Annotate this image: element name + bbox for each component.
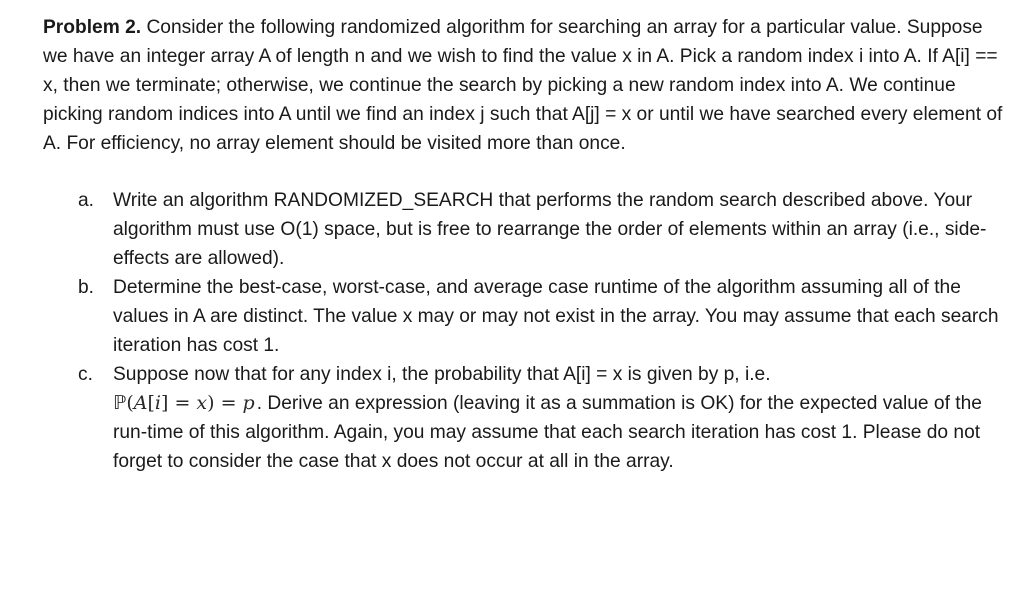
formula-equals-2: = bbox=[214, 392, 243, 414]
part-a-letter: a. bbox=[78, 190, 95, 211]
part-c-text-after: . Derive an expression (leaving it as a summation is OK) for the expected value of the run-time of this algorithm. Again, you may assume that each search iteration has cost 1. Please do not forget to consider the case that x does not occur at all in the array. bbox=[113, 393, 982, 472]
problem-statement bbox=[43, 13, 1003, 158]
part-b bbox=[43, 273, 1003, 360]
part-b-text: Determine the best-case, worst-case, and average case runtime of the algorithm assuming all of the values in A are distinct. The value x may or may not exist in the array. You may assume that each search iteration has cost 1. bbox=[113, 277, 999, 356]
part-c bbox=[43, 360, 1003, 476]
part-b-letter: b. bbox=[78, 277, 95, 298]
formula-open-paren: ( bbox=[126, 392, 134, 414]
formula-x-var: x bbox=[196, 392, 208, 414]
formula-equals-1: = bbox=[168, 392, 197, 414]
part-a-text: Write an algorithm RANDOMIZED_SEARCH that performs the random search described above. Your algorithm must use O(1) space, but is free to rearrange the order of elements within an array (i.e., side-effects are allowed). bbox=[113, 190, 987, 269]
probability-formula bbox=[113, 392, 255, 414]
formula-prob-symbol: ℙ bbox=[113, 392, 127, 414]
part-c-text: Suppose now that for any index i, the probability that A[i] = x is given by p, i.e. bbox=[113, 364, 771, 385]
formula-index-var: i bbox=[154, 392, 161, 414]
problem-text: Consider the following randomized algorithm for searching an array for a particular value. Suppose we have an integer array A of length n and we wish to find the value x in A. Pick a random index i into A. If A[i] == x, then we terminate; otherwise, we continue the search by picking a new random index into A. We continue picking random indices into A until we find an index j such that A[j] = x or until we have searched every element of A. For efficiency, no array element should be visited more than once. bbox=[43, 17, 1003, 154]
formula-index-close: ] bbox=[160, 392, 169, 414]
part-c-letter: c. bbox=[78, 364, 93, 385]
problem-label: Problem 2. bbox=[43, 17, 142, 38]
formula-close-paren: ) bbox=[207, 392, 215, 414]
formula-index-open: [ bbox=[147, 392, 155, 414]
formula-array-var: A bbox=[133, 392, 148, 414]
formula-p-var: p bbox=[242, 392, 255, 414]
problem-document bbox=[43, 13, 1003, 476]
problem-parts-list bbox=[43, 186, 1003, 476]
part-a bbox=[43, 186, 1003, 273]
